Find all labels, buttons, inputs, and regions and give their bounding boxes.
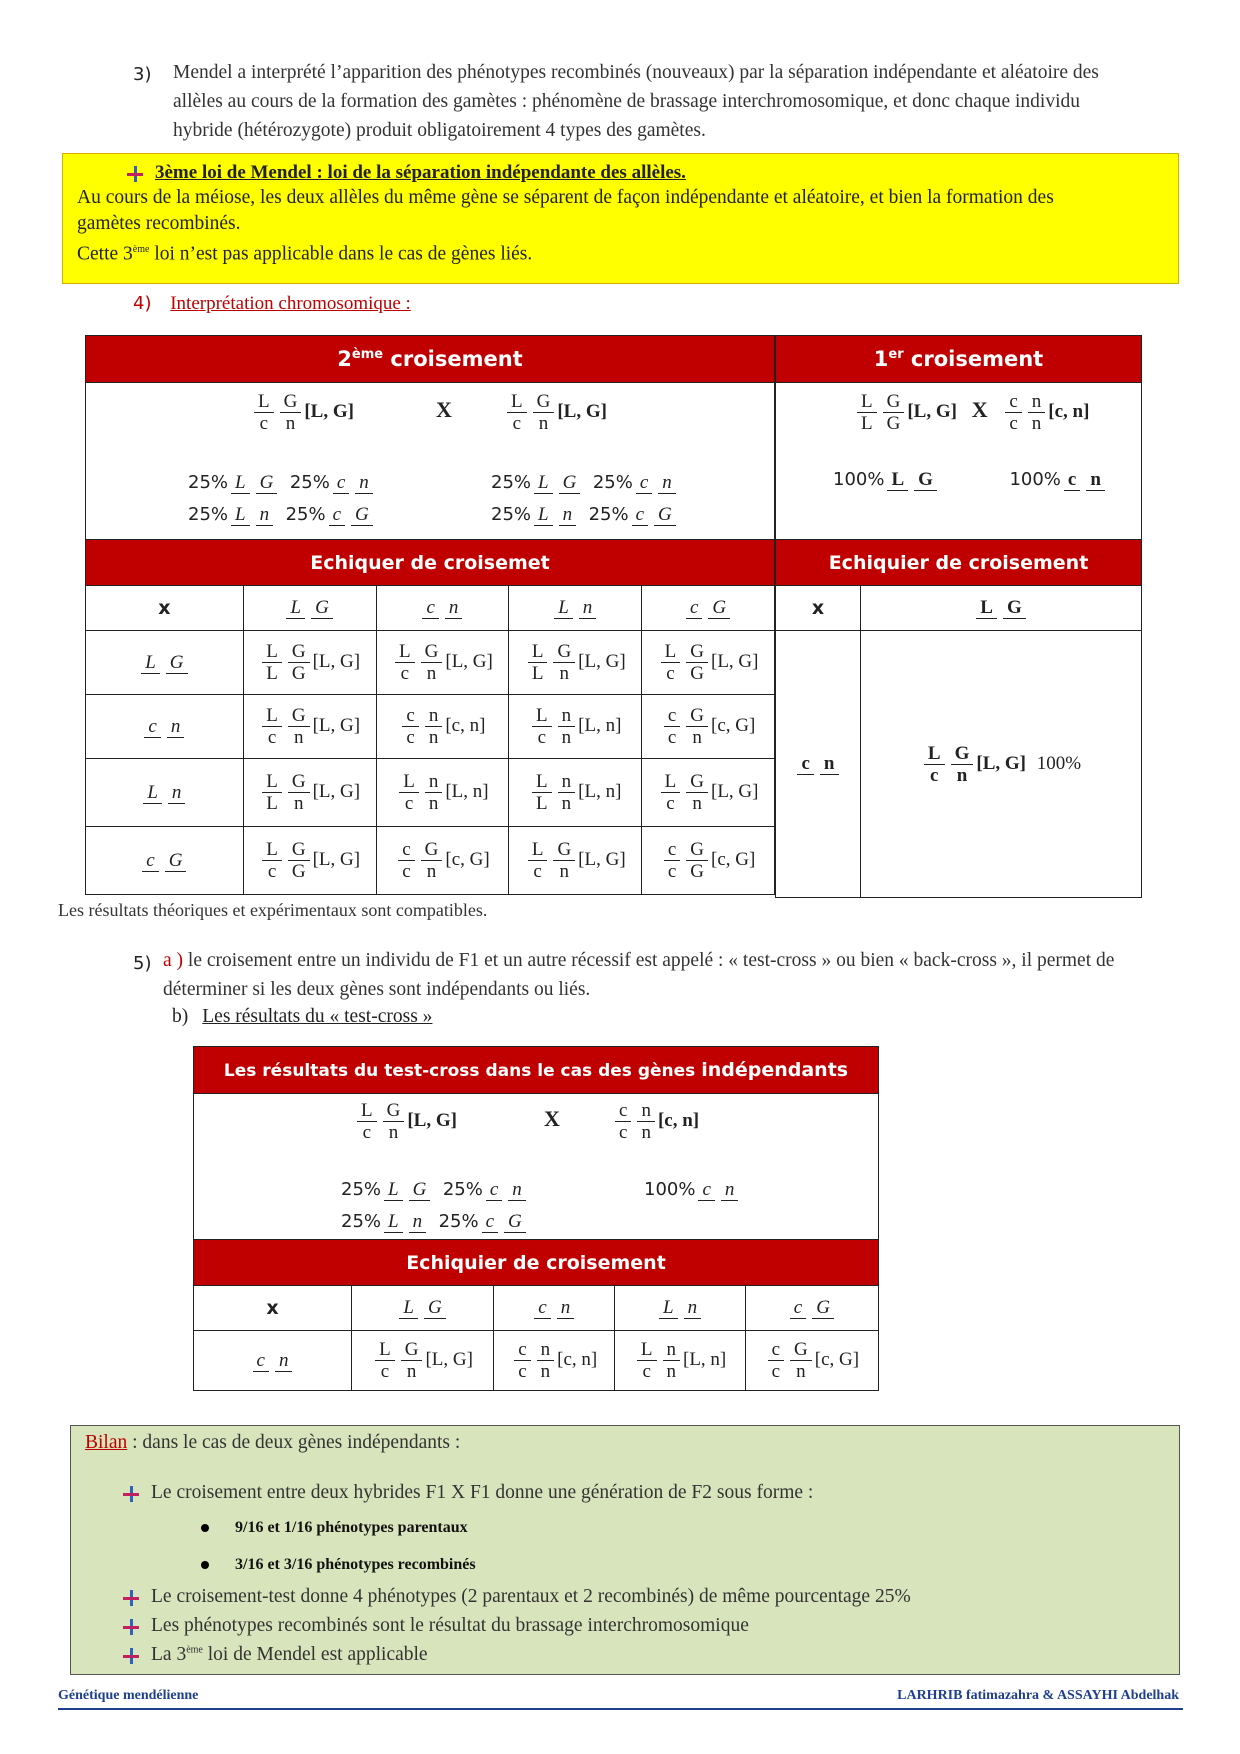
first-cross-genotypes: $\frac{L}{L}$ $\frac{G}{G}$ [L, G] X $\frac{c}{c}$ $\frac{n}{n}$ [c, n] (854, 391, 1089, 434)
testcross-x: X (544, 1106, 560, 1131)
footer (58, 1688, 1183, 1710)
section-3-line-3: hybride (hétérozygote) produit obligatoirement 4 types des gamètes. (173, 120, 706, 141)
checker-cell: $\frac{c}{c}$ $\frac{n}{n}$ [c, n] (376, 695, 509, 759)
checker-cell: $\frac{L}{c}$ $\frac{n}{n}$ [L, n] (376, 759, 509, 827)
bullet-dot-icon (201, 1524, 209, 1532)
first-checker-cell: $\frac{L}{c}$ $\frac{G}{n}$ [L, G] 100% (861, 631, 1142, 898)
compatibility-note: Les résultats théoriques et expérimentaux sont compatibles. (58, 900, 488, 920)
second-cross-checker-title: Echiquer de croisemet (86, 540, 775, 586)
first-cross-title: 1er croisement (776, 336, 1142, 383)
testcross-col-head: c G (745, 1286, 878, 1331)
second-cross-parents (86, 383, 775, 540)
third-law-box (62, 153, 1179, 284)
testcross-parent-1: $\frac{L}{c}$ $\frac{G}{n}$ [L, G] (354, 1100, 457, 1143)
bilan-sub-1: 9/16 et 1/16 phénotypes parentaux (201, 1519, 468, 1537)
first-cross-parents (776, 383, 1142, 540)
checker-cell: $\frac{L}{L}$ $\frac{n}{n}$ [L, n] (509, 759, 642, 827)
testcross-gametes-1: 25% L G 25% c n 25% L n 25% c G (341, 1174, 529, 1238)
checker-row-head: L G (86, 631, 244, 695)
testcross-cell: $\frac{L}{c}$ $\frac{n}{n}$ [L, n] (615, 1331, 745, 1391)
section-5-a: a ) le croisement entre un individu de F1 et un autre récessif est appelé : « test-cross » ou bien « back-cross », il permet de déterminer si les deux gènes sont indépendants ou liés. (163, 950, 1115, 1000)
testcross-col-head: L G (352, 1286, 494, 1331)
second-cross-table (85, 335, 775, 895)
parent-genotype-2: $\frac{L}{c}$ $\frac{G}{n}$ [L, G] (504, 391, 607, 434)
checker-col-head: c G (642, 586, 775, 631)
section-3-line-2: allèles au cours de la formation des gamètes : phénomène de brassage interchromosomique, et donc chaque individu (173, 91, 1080, 112)
checker-row-head: L n (86, 759, 244, 827)
arrow-bullet-icon (123, 1619, 139, 1635)
testcross-cell: $\frac{c}{c}$ $\frac{n}{n}$ [c, n] (494, 1331, 615, 1391)
arrow-bullet-icon (123, 1590, 139, 1606)
checker-cell: $\frac{c}{c}$ $\frac{G}{G}$ [c, G] (642, 827, 775, 895)
bilan-item-2: Le croisement-test donne 4 phénotypes (2 parentaux et 2 recombinés) de même pourcentage 25% (123, 1586, 911, 1608)
third-law-line-3: Cette 3ème loi n’est pas applicable dans le cas de gènes liés. (77, 243, 533, 265)
section-3-number: 3) (133, 64, 152, 85)
checker-cell: $\frac{L}{L}$ $\frac{G}{n}$ [L, G] (243, 759, 376, 827)
checker-cell: $\frac{L}{c}$ $\frac{G}{G}$ [L, G] (243, 827, 376, 895)
parent-genotype-1: $\frac{L}{c}$ $\frac{G}{n}$ [L, G] (251, 391, 354, 434)
testcross-parent-2: $\frac{c}{c}$ $\frac{n}{n}$ [c, n] (612, 1100, 699, 1143)
bilan-item-4: La 3ème loi de Mendel est applicable (123, 1644, 428, 1666)
second-cross-title: 2ème croisement (86, 336, 775, 383)
checker-col-head: L n (509, 586, 642, 631)
testcross-checker-title: Echiquier de croisement (194, 1240, 879, 1286)
testcross-cell: $\frac{L}{c}$ $\frac{G}{n}$ [L, G] (352, 1331, 494, 1391)
first-cross-gametes: 100% L G 100% c n (833, 469, 1108, 491)
bilan-item-1: Le croisement entre deux hybrides F1 X F1 donne une génération de F2 sous forme : (123, 1482, 813, 1504)
checker-col-head: L G (243, 586, 376, 631)
gametes-parent-2: 25% L G 25% c n 25% L n 25% c G (491, 467, 679, 531)
checker-cell: $\frac{c}{c}$ $\frac{G}{n}$ [c, G] (642, 695, 775, 759)
footer-right: LARHRIB fatimazahra & ASSAYHI Abdelhak (897, 1688, 1179, 1703)
first-cross-checker-title: Echiquier de croisement (776, 540, 1142, 586)
arrow-bullet-icon (123, 1486, 139, 1502)
bullet-dot-icon (201, 1561, 209, 1569)
checker-x-head: x (86, 586, 244, 631)
testcross-gametes-2: 100% c n (644, 1174, 741, 1206)
checker-col-head: c n (376, 586, 509, 631)
checker-cell: $\frac{c}{c}$ $\frac{G}{n}$ [c, G] (376, 827, 509, 895)
checker-cell: $\frac{L}{L}$ $\frac{G}{G}$ [L, G] (243, 631, 376, 695)
testcross-row-head: c n (194, 1331, 352, 1391)
arrow-bullet-icon (123, 1648, 139, 1664)
third-law-line-2: gamètes recombinés. (77, 213, 241, 234)
checker-cell: $\frac{L}{c}$ $\frac{G}{n}$ [L, G] (243, 695, 376, 759)
checker-cell: $\frac{L}{c}$ $\frac{G}{G}$ [L, G] (642, 631, 775, 695)
section-5-b: b) Les résultats du « test-cross » (172, 1006, 433, 1027)
third-law-title: 3ème loi de Mendel : loi de la séparation indépendante des allèles. (155, 162, 686, 183)
testcross-col-head: c n (494, 1286, 615, 1331)
section-3-line-1: Mendel a interprété l’apparition des phénotypes recombinés (nouveaux) par la séparation indépendante et aléatoire des (173, 62, 1099, 83)
bilan-item-3: Les phénotypes recombinés sont le résultat du brassage interchromosomique (123, 1615, 749, 1637)
first-cross-table (775, 335, 1142, 898)
checker-cell: $\frac{L}{L}$ $\frac{G}{n}$ [L, G] (509, 631, 642, 695)
checker-cell: $\frac{L}{c}$ $\frac{G}{n}$ [L, G] (642, 759, 775, 827)
testcross-col-head: L n (615, 1286, 745, 1331)
checker-cell: $\frac{L}{c}$ $\frac{G}{n}$ [L, G] (509, 827, 642, 895)
section-3-text (173, 58, 1193, 145)
checker-row-head: c G (86, 827, 244, 895)
checker-cell: $\frac{L}{c}$ $\frac{G}{n}$ [L, G] (376, 631, 509, 695)
bilan-intro: Bilan : dans le cas de deux gènes indépendants : (85, 1432, 461, 1453)
testcross-x-head: x (194, 1286, 352, 1331)
gametes-parent-1: 25% L G 25% c n 25% L n 25% c G (188, 467, 376, 531)
cross-symbol: X (436, 397, 452, 422)
testcross-cell: $\frac{c}{c}$ $\frac{G}{n}$ [c, G] (745, 1331, 878, 1391)
checker-row-head: c n (86, 695, 244, 759)
footer-left: Génétique mendélienne (58, 1688, 199, 1703)
bilan-box (70, 1425, 1180, 1675)
arrow-bullet-icon (127, 166, 143, 182)
testcross-table (193, 1046, 879, 1391)
third-law-line-1: Au cours de la méiose, les deux allèles du même gène se séparent de façon indépendante et aléatoire, et bien la formation des (77, 187, 1054, 208)
checker-cell: $\frac{L}{c}$ $\frac{n}{n}$ [L, n] (509, 695, 642, 759)
testcross-title: Les résultats du test-cross dans le cas des gènes indépendants (194, 1047, 879, 1094)
first-checker-x-head: x (776, 586, 861, 631)
first-checker-col-head: L G (861, 586, 1142, 631)
section-4-heading: 4) Interprétation chromosomique : (133, 293, 411, 314)
first-checker-row-head: c n (776, 631, 861, 898)
section-5-number: 5) (133, 953, 152, 974)
bilan-sub-2: 3/16 et 3/16 phénotypes recombinés (201, 1556, 476, 1574)
testcross-parents (194, 1094, 879, 1240)
